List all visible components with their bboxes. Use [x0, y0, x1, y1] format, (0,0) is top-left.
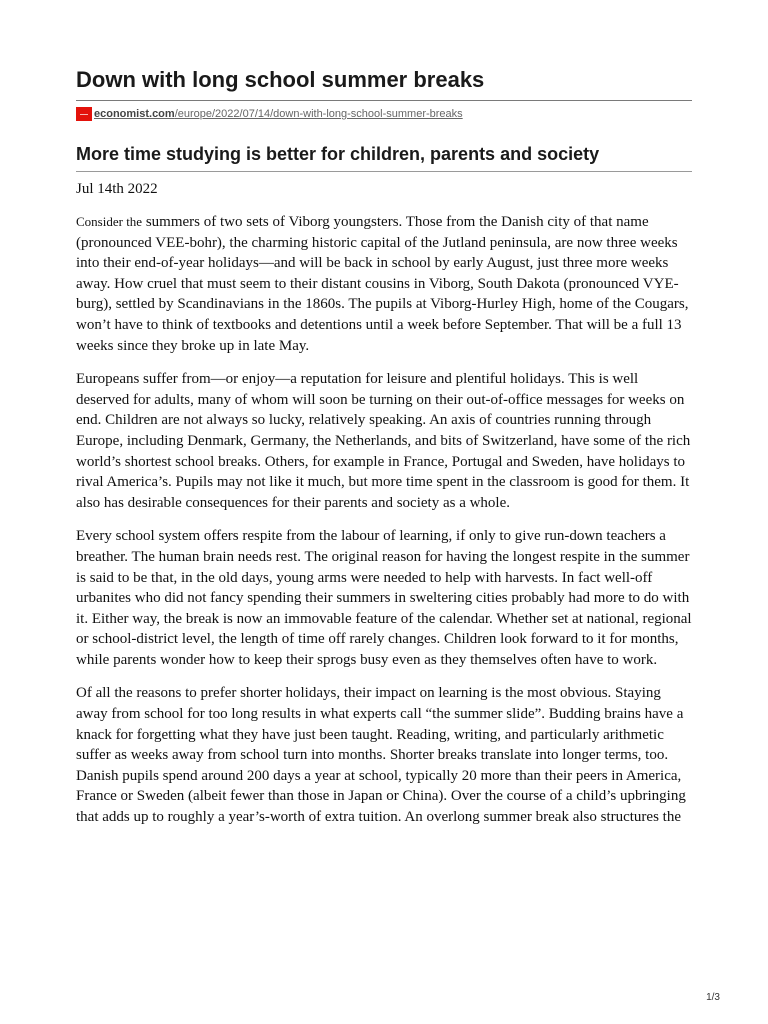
source-line: [76, 106, 463, 122]
article-title: Down with long school summer breaks: [76, 67, 485, 92]
paragraph: [76, 212, 692, 356]
article-date: Jul 14th 2022: [76, 181, 158, 197]
paragraph: Every school system offers respite from the labour of learning, if only to give run-down teachers a breather. The human brain needs rest. The original reason for having the longest respite in the summer is said to be that, in the old days, young arms were needed to help with harvests. In fact well-off urbanites who did not fancy spending their summers in sweltering cities probably had more to do with it. Either way, the break is now an immovable feature of the calendar. Whether set at national, regional or school-district level, the length of time off rarely changes. Children look forward to it for months, while parents wonder how to keep their sprogs busy even as they themselves often have to work.: [76, 528, 692, 668]
paragraph-text: summers of two sets of Viborg youngsters. Those from the Danish city of that name (pronounced VEE-bohr), the charming historic capital of the Jutland peninsula, are now three weeks into their end-of-year holidays—and will be back in school by early August, just three more weeks away. How cruel that must seem to their distant cousins in Viborg, South Dakota (pronounced VYE-burg), settled by Scandinavians in the 1860s. The pupils at Viborg-Hurley High, home of the Cougars, won’t have to think of textbooks and detentions until a week before September. That will be a full 13 weeks since they broke up in late May.: [76, 214, 689, 354]
title-divider: [76, 100, 692, 101]
paragraph: Of all the reasons to prefer shorter holidays, their impact on learning is the most obvious. Staying away from school for too long results in what experts call “the summer slide”. Budding brains have a knack for forgetting what they have just been taught. Reading, writing, and particularly arithmetic suffer as weeks away from school turn into months. Shorter breaks translate into longer terms, too. Danish pupils spend around 200 days a year at school, typically 20 more than their peers in America, France or Sweden (albeit fewer than those in Japan or China). Over the course of a child’s upbringing that adds up to roughly a year’s-worth of extra tuition. An overlong summer break also structures the: [76, 685, 686, 826]
source-domain: economist.com: [94, 108, 175, 120]
paragraph-lead: Consider the: [76, 214, 143, 229]
subtitle-divider: [76, 171, 692, 172]
economist-logo-icon: [76, 107, 92, 121]
paragraph: Europeans suffer from—or enjoy—a reputation for leisure and plentiful holidays. This is well deserved for adults, many of whom will soon be turning on their out-of-office messages for weeks on end. Children are not always so lucky, relatively speaking. An axis of countries running through Europe, including Denmark, Germany, the Netherlands, and bits of Switzerland, have some of the rich world’s shortest school breaks. Others, for example in France, Portugal and Sweden, have holidays to rival America’s. Pupils may not like it much, but more time spent in the classroom is good for them. It also has desirable consequences for their parents and society as a whole.: [76, 371, 691, 511]
article-subtitle: More time studying is better for children, parents and society: [76, 144, 600, 164]
article-body: [76, 212, 692, 841]
source-path: /europe/2022/07/14/down-with-long-school-summer-breaks: [174, 108, 463, 120]
source-link[interactable]: [94, 108, 463, 120]
page-number: 1/3: [706, 992, 720, 1003]
